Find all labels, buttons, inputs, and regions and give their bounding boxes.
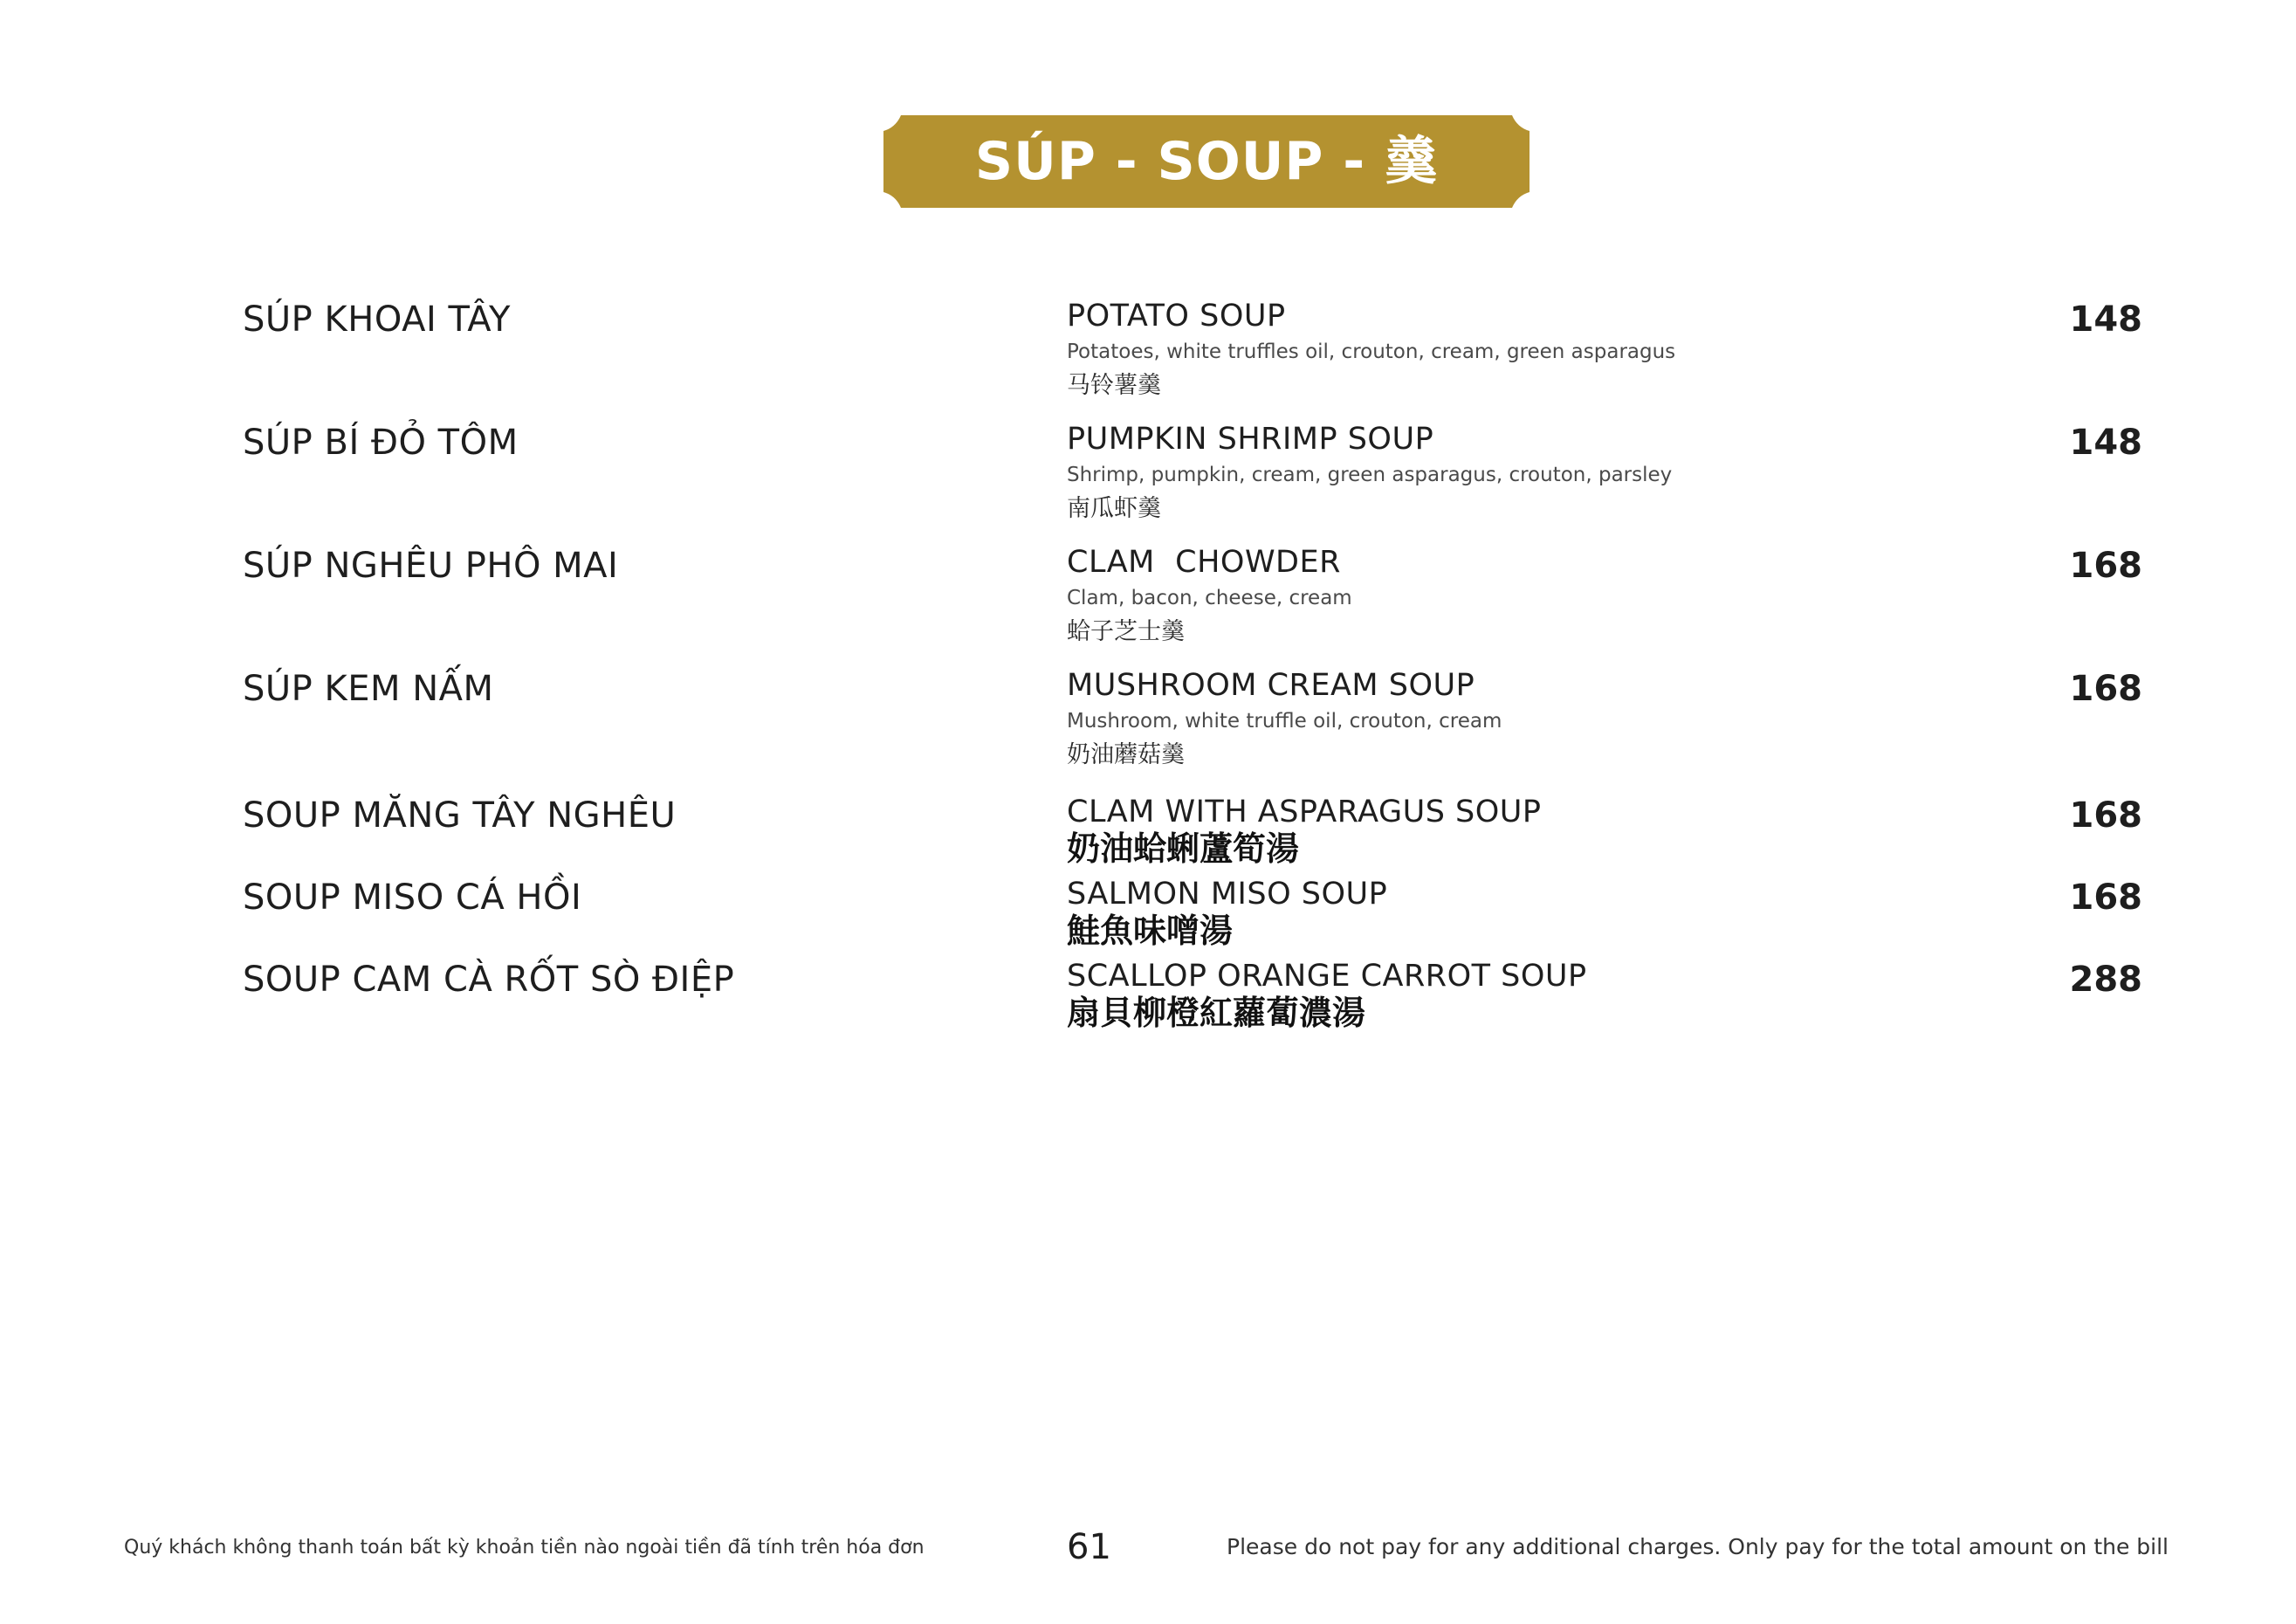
item-price: 168 bbox=[2069, 669, 2142, 709]
item-price: 148 bbox=[2069, 299, 2142, 340]
item-chinese-name: 奶油蛤蜊蘆筍湯 bbox=[1067, 829, 1300, 868]
item-chinese-name: 南瓜虾羹 bbox=[1067, 495, 1161, 522]
item-english-name: SALMON MISO SOUP bbox=[1067, 877, 1388, 912]
item-description: Shrimp, pumpkin, cream, green asparagus, crouton, parsley bbox=[1067, 464, 1673, 486]
footer-vietnamese-note: Quý khách không thanh toán bất kỳ khoản tiền nào ngoài tiền đã tính trên hóa đơn bbox=[124, 1537, 925, 1559]
title-banner bbox=[883, 115, 1530, 208]
item-details bbox=[1067, 545, 1940, 648]
item-vietnamese-name: SOUP CAM CÀ RỐT SÒ ĐIỆP bbox=[243, 960, 735, 1000]
item-vietnamese-name: SÚP KEM NẤM bbox=[243, 669, 494, 709]
item-description: Clam, bacon, cheese, cream bbox=[1067, 587, 1352, 609]
item-details bbox=[1067, 795, 1940, 868]
item-vietnamese-name: SÚP BÍ ĐỎ TÔM bbox=[243, 423, 519, 463]
item-details bbox=[1067, 959, 1940, 1032]
item-details bbox=[1067, 299, 1940, 402]
item-vietnamese-name: SÚP NGHÊU PHÔ MAI bbox=[243, 546, 619, 586]
page-title: SÚP - SOUP - 羹 bbox=[974, 131, 1439, 192]
item-chinese-name: 奶油蘑菇羹 bbox=[1067, 741, 1185, 768]
item-english-name: CLAM CHOWDER bbox=[1067, 545, 1341, 580]
item-price: 288 bbox=[2069, 960, 2142, 1000]
footer-english-note: Please do not pay for any additional charges. Only pay for the total amount on the bill bbox=[1227, 1534, 2169, 1559]
item-details bbox=[1067, 877, 1940, 950]
item-description: Potatoes, white truffles oil, crouton, cream, green asparagus bbox=[1067, 341, 1676, 363]
item-details bbox=[1067, 422, 1940, 525]
item-english-name: PUMPKIN SHRIMP SOUP bbox=[1067, 422, 1434, 457]
item-price: 168 bbox=[2069, 546, 2142, 586]
item-chinese-name: 鮭魚味噌湯 bbox=[1067, 912, 1234, 950]
item-chinese-name: 马铃薯羹 bbox=[1067, 372, 1161, 399]
item-chinese-name: 扇貝柳橙紅蘿蔔濃湯 bbox=[1067, 994, 1366, 1032]
item-vietnamese-name: SOUP MISO CÁ HỒI bbox=[243, 877, 582, 918]
item-english-name: MUSHROOM CREAM SOUP bbox=[1067, 668, 1475, 703]
item-chinese-name: 蛤子芝士羹 bbox=[1067, 618, 1185, 645]
item-english-name: SCALLOP ORANGE CARROT SOUP bbox=[1067, 959, 1587, 994]
item-details bbox=[1067, 668, 1940, 771]
item-english-name: CLAM WITH ASPARAGUS SOUP bbox=[1067, 795, 1542, 829]
item-english-name: POTATO SOUP bbox=[1067, 299, 1286, 334]
item-vietnamese-name: SÚP KHOAI TÂY bbox=[243, 299, 511, 340]
item-description: Mushroom, white truffle oil, crouton, cream bbox=[1067, 710, 1502, 733]
item-price: 168 bbox=[2069, 795, 2142, 836]
page-number: 61 bbox=[1067, 1527, 1111, 1567]
item-price: 148 bbox=[2069, 423, 2142, 463]
item-vietnamese-name: SOUP MĂNG TÂY NGHÊU bbox=[243, 795, 677, 836]
item-price: 168 bbox=[2069, 877, 2142, 918]
